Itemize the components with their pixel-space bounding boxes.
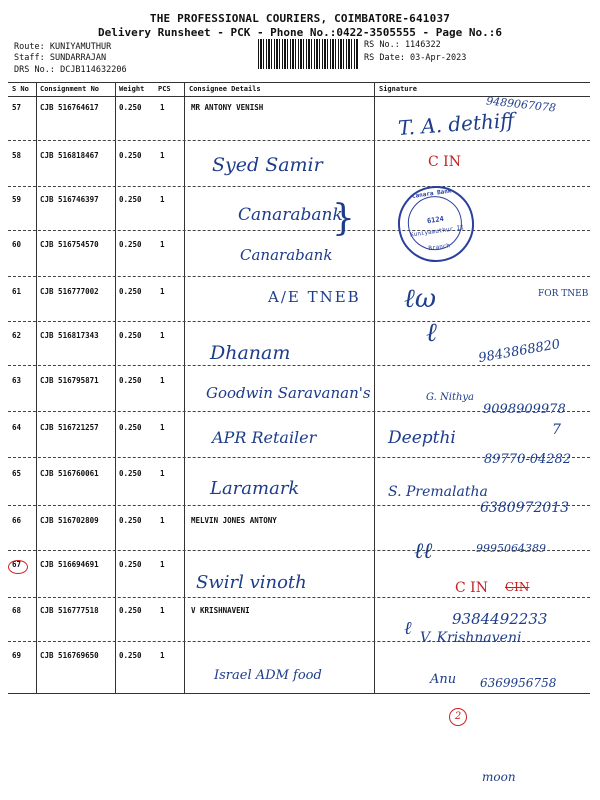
row-consignment-no: CJB 516760061 [40,469,99,478]
col-divider [115,82,116,694]
row-pcs: 1 [160,240,165,249]
staff-line [14,53,106,63]
table-row [0,331,600,341]
staff-value: SUNDARRAJAN [49,53,107,63]
row-consignment-no: CJB 516702809 [40,516,99,525]
table-row [0,195,600,205]
drs-label: DRS No.: [14,65,55,75]
r68-signature: V. Krishnaveni [420,630,522,646]
row-sno: 58 [12,151,22,160]
r65-signature: S. Premalatha [388,484,488,500]
r68-phone: 9384492233 [452,610,548,628]
row-pcs: 1 [160,606,165,615]
route-value: KUNIYAMUTHUR [49,42,112,52]
row-separator [8,230,590,231]
r66-signature-scribble: ℓℓ [414,539,433,564]
r69-phone: 6369956758 [480,676,557,690]
row-pcs: 1 [160,331,165,340]
col-divider [184,82,185,694]
row-pcs: 1 [160,376,165,385]
bottom-scribble: moon [482,770,516,784]
r60-name: Canarabank [240,246,333,264]
row-consignee: MELVIN JONES ANTONY [191,516,277,525]
r64-mark: 7 [552,422,561,438]
row-pcs: 1 [160,423,165,432]
row-sno: 69 [12,651,22,660]
row-consignment-no: CJB 516818467 [40,151,99,160]
stamp-branch: Branch [428,242,451,253]
drs-line [14,65,127,75]
row-consignment-no: CJB 516746397 [40,195,99,204]
row-weight: 0.250 [119,469,142,478]
row-weight: 0.250 [119,651,142,660]
row-consignment-no: CJB 516795871 [40,376,99,385]
r64-phone: 89770-04282 [484,452,572,467]
stamp-place: Kuniyamuthur II [409,224,465,239]
runsheet-title: Delivery Runsheet - PCK - Phone No.:0422-3505555 - Page No.:6 [98,26,502,39]
r59-name: Canarabank [238,205,343,225]
col-pcs: PCS [158,85,171,93]
row-consignment-no: CJB 516817343 [40,331,99,340]
row-consignment-no: CJB 516769650 [40,651,99,660]
r66-phone: 9995064389 [476,542,546,555]
stamp-bank-name: Canara Bank [411,187,452,201]
r65-phone: 6380972013 [480,500,570,516]
row-consignee: MR ANTONY VENISH [191,103,264,112]
staff-label: Staff: [14,53,45,63]
row-sno: 61 [12,287,22,296]
r62-signature-scribble: ℓ [426,318,437,348]
row-pcs: 1 [160,651,165,660]
bank-stamp [393,181,479,267]
r65-name: Laramark [210,478,300,499]
row-sno: 64 [12,423,22,432]
row-weight: 0.250 [119,516,142,525]
table-row [0,469,600,479]
r64-signature: Deepthi [388,428,456,448]
row-sno: 59 [12,195,22,204]
drs-value: DCJB114632206 [60,65,127,75]
rs-date: RS Date: 03-Apr-2023 [364,53,467,63]
r61-name: A/E TNEB [268,288,361,306]
row-weight: 0.250 [119,376,142,385]
row-sno: 67 [12,560,22,569]
r67-note: C IN [455,580,488,596]
row-weight: 0.250 [119,103,142,112]
route-line [14,42,111,52]
r69-signature-scribble: Anu [430,672,457,687]
stamp-code: 6124 [426,214,445,226]
row-weight: 0.250 [119,560,142,569]
row-separator [8,321,590,322]
row-consignee: V KRISHNAVENI [191,606,250,615]
row-weight: 0.250 [119,423,142,432]
row-sno: 60 [12,240,22,249]
row-consignment-no: CJB 516694691 [40,560,99,569]
col-consignment: Consignment No [40,85,100,93]
row-sno: 63 [12,376,22,385]
row-pcs: 1 [160,103,165,112]
r63-name: Goodwin Saravanan's [206,384,371,402]
row-weight: 0.250 [119,331,142,340]
r58-note: C IN [428,154,461,170]
r67-strike-note: CIN [505,580,530,594]
row-weight: 0.250 [119,240,142,249]
col-signature: Signature [379,85,417,93]
row-sno: 65 [12,469,22,478]
table-header [0,82,600,96]
row-consignment-no: CJB 516777518 [40,606,99,615]
table-bottom-border [8,693,590,694]
row-separator [8,276,590,277]
company-title: THE PROFESSIONAL COURIERS, COIMBATORE-641037 [149,12,451,25]
row-sno: 66 [12,516,22,525]
row-weight: 0.250 [119,606,142,615]
r61-signature-scribble: ℓω [404,284,437,314]
row-separator [8,186,590,187]
row-weight: 0.250 [119,151,142,160]
r69-name: Israel ADM food [214,668,322,683]
row-separator [8,597,590,598]
row-consignment-no: CJB 516777002 [40,287,99,296]
r58-name: Syed Samir [212,154,323,176]
col-divider [36,82,37,694]
r63-phone: 9098909978 [483,402,566,417]
row-sno: 57 [12,103,22,112]
rs-number: RS No.: 1146322 [364,40,441,50]
col-sno: S No [12,85,29,93]
row-pcs: 1 [160,151,165,160]
barcode-icon [258,39,358,69]
route-label: Route: [14,42,45,52]
r62-name: Dhanam [210,342,291,364]
r64-name: APR Retailer [212,428,317,447]
row-pcs: 1 [160,469,165,478]
page-number-mark: 2 [449,708,467,726]
col-divider [374,82,375,694]
row-separator [8,140,590,141]
row-pcs: 1 [160,560,165,569]
row-weight: 0.250 [119,287,142,296]
r62-phone: 9843868820 [477,336,562,367]
row-sno: 62 [12,331,22,340]
r61-note: FOR TNEB [538,289,589,299]
row-consignment-no: CJB 516721257 [40,423,99,432]
row-consignment-no: CJB 516764617 [40,103,99,112]
r57-signature: T. A. dethiff [397,107,516,141]
table-row [0,516,600,526]
row-separator [8,365,590,366]
row-pcs: 1 [160,287,165,296]
row-weight: 0.250 [119,195,142,204]
row-consignment-no: CJB 516754570 [40,240,99,249]
row-pcs: 1 [160,516,165,525]
r68-initial: ℓ [404,618,412,639]
row-67-circle [8,560,28,574]
row-pcs: 1 [160,195,165,204]
r63-signature: G. Nithya [426,392,475,403]
table-row [0,651,600,661]
r57-phone: 9489067078 [485,94,557,115]
brace-icon: } [332,198,355,239]
table-row [0,560,600,570]
row-sno: 68 [12,606,22,615]
col-consignee: Consignee Details [189,85,261,93]
r67-name: Swirl vinoth [196,572,307,593]
col-weight: Weight [119,85,145,93]
